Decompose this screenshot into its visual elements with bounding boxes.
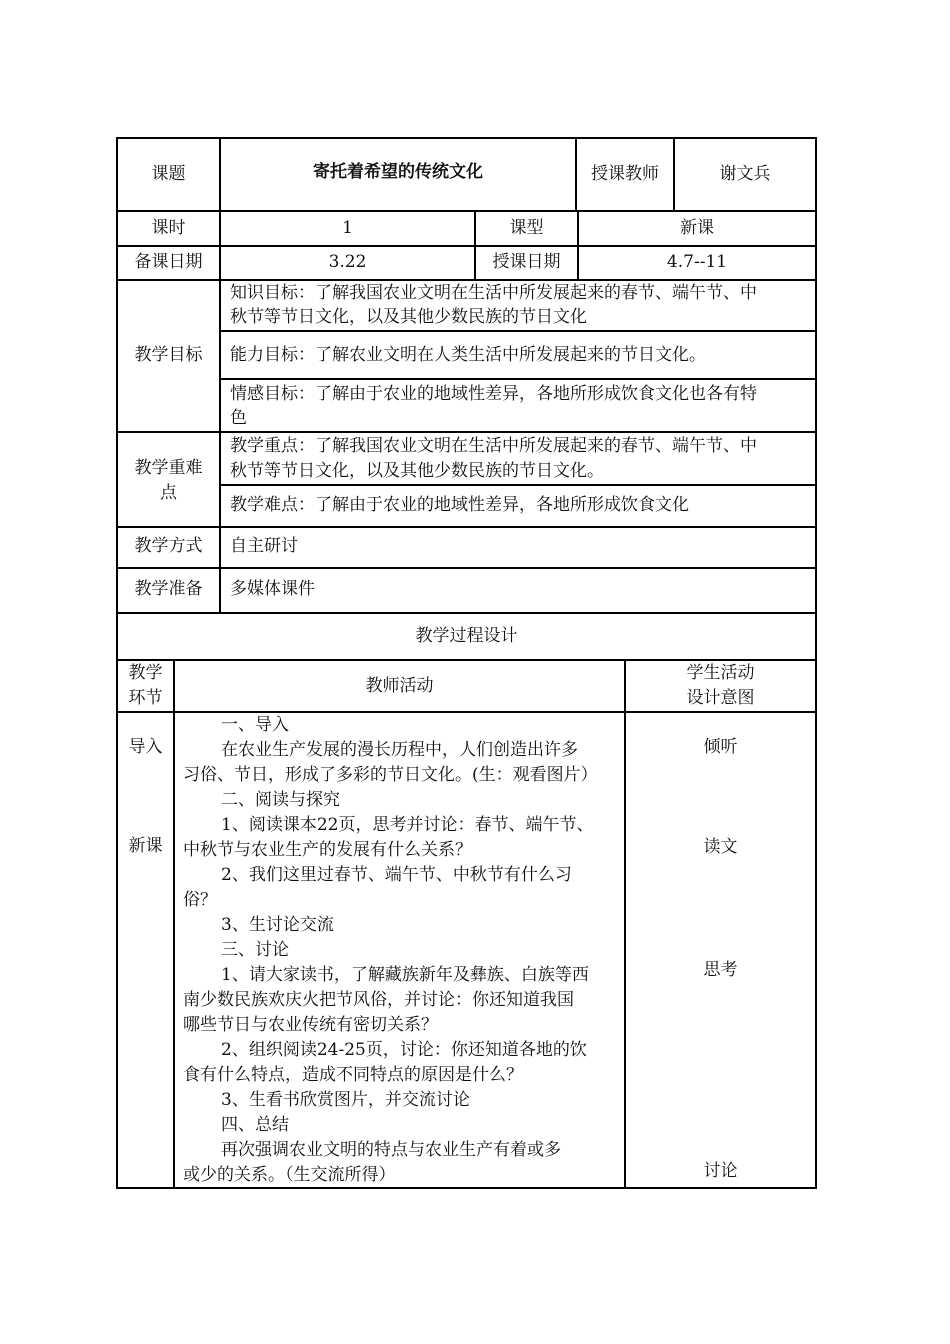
row-divider — [116, 431, 817, 433]
preparation-value: 多媒体课件 — [230, 579, 315, 599]
student-activity-think: 思考 — [703, 960, 738, 980]
row-divider — [220, 378, 817, 380]
activity-line: 三、讨论 — [221, 940, 289, 960]
activity-line: 四、总结 — [221, 1115, 289, 1135]
student-activity-discuss: 讨论 — [703, 1161, 738, 1181]
type-label: 课型 — [509, 218, 544, 238]
preparation-label: 教学准备 — [134, 579, 203, 599]
activity-line: 哪些节日与农业传统有密切关系？ — [183, 1015, 438, 1035]
course-label: 课题 — [151, 164, 186, 184]
activity-line: 或少的关系。（生交流所得） — [183, 1165, 396, 1185]
student-activity-read: 读文 — [703, 837, 738, 857]
stage-new-lesson: 新课 — [128, 836, 163, 856]
row-divider — [116, 210, 817, 212]
activity-line: 习俗、节日，形成了多彩的节日文化。(生：观看图片） — [183, 765, 598, 785]
key-point: 教学重点：了解我国农业文明在生活中所发展起来的春节、端午节、中 — [230, 436, 757, 456]
student-activity-header: 学生活动 — [686, 663, 755, 683]
activity-line: 在农业生产发展的漫长历程中，人们创造出许多 — [221, 740, 578, 760]
activity-line: 食有什么特点，造成不同特点的原因是什么？ — [183, 1065, 523, 1085]
focus-label: 点 — [160, 483, 177, 503]
method-label: 教学方式 — [134, 536, 203, 556]
activity-line: 2、我们这里过春节、端午节、中秋节有什么习 — [221, 865, 572, 885]
activity-line: 一、导入 — [221, 715, 289, 735]
student-activity-header: 设计意图 — [686, 688, 755, 708]
activity-line: 3、生看书欣赏图片，并交流讨论 — [221, 1090, 470, 1110]
key-point: 秋节等节日文化，以及其他少数民族的节日文化。 — [230, 461, 604, 481]
prep-date-label: 备课日期 — [134, 252, 203, 272]
teach-date-label: 授课日期 — [492, 252, 561, 272]
activity-line: 南少数民族欢庆火把节风俗，并讨论：你还知道我国 — [183, 990, 574, 1010]
stage-intro: 导入 — [128, 737, 163, 757]
emotion-objective: 情感目标：了解由于农业的地域性差异，各地所形成饮食文化也各有特 — [230, 384, 757, 404]
course-title: 寄托着希望的传统文化 — [313, 162, 483, 182]
focus-label: 教学重难 — [134, 458, 203, 478]
activity-line: 二、阅读与探究 — [221, 790, 340, 810]
column-divider — [173, 659, 175, 1189]
teacher-name: 谢文兵 — [719, 164, 771, 184]
activity-line: 中秋节与农业生产的发展有什么关系？ — [183, 840, 472, 860]
type-value: 新课 — [680, 218, 714, 238]
emotion-objective: 色 — [230, 408, 247, 428]
method-value: 自主研讨 — [230, 536, 298, 556]
activity-line: 再次强调农业文明的特点与农业生产有着或多 — [221, 1140, 561, 1160]
objectives-label: 教学目标 — [134, 345, 203, 365]
prep-date-value: 3.22 — [328, 252, 367, 272]
teacher-activity-header: 教师活动 — [365, 676, 434, 696]
activity-line: 俗？ — [183, 890, 217, 910]
teacher-label: 授课教师 — [591, 164, 659, 184]
column-divider — [219, 137, 221, 613]
difficulty-point: 教学难点：了解由于农业的地域性差异，各地所形成饮食文化 — [230, 495, 689, 515]
activity-line: 1、阅读课本22页，思考并讨论：春节、端午节、 — [221, 815, 594, 835]
row-divider — [220, 484, 817, 486]
row-divider — [116, 526, 817, 528]
activity-line: 3、生讨论交流 — [221, 915, 334, 935]
activity-line: 2、组织阅读24-25页，讨论：你还知道各地的饮 — [221, 1040, 587, 1060]
process-title: 教学过程设计 — [415, 626, 518, 646]
stage-column-header: 教学 — [128, 663, 163, 683]
row-divider — [220, 330, 817, 332]
activity-line: 1、请大家读书，了解藏族新年及彝族、白族等西 — [221, 965, 589, 985]
hours-value: 1 — [342, 218, 353, 238]
row-divider — [116, 245, 817, 247]
knowledge-objective: 秋节等节日文化，以及其他少数民族的节日文化 — [230, 307, 587, 327]
row-divider — [116, 567, 817, 569]
stage-column-header: 环节 — [128, 688, 163, 708]
teach-date-value: 4.7--11 — [666, 252, 728, 272]
student-activity-listen: 倾听 — [703, 737, 738, 757]
knowledge-objective: 知识目标：了解我国农业文明在生活中所发展起来的春节、端午节、中 — [230, 283, 757, 303]
row-divider — [116, 612, 817, 614]
hours-label: 课时 — [151, 218, 186, 238]
ability-objective: 能力目标：了解农业文明在人类生活中所发展起来的节日文化。 — [230, 345, 706, 365]
